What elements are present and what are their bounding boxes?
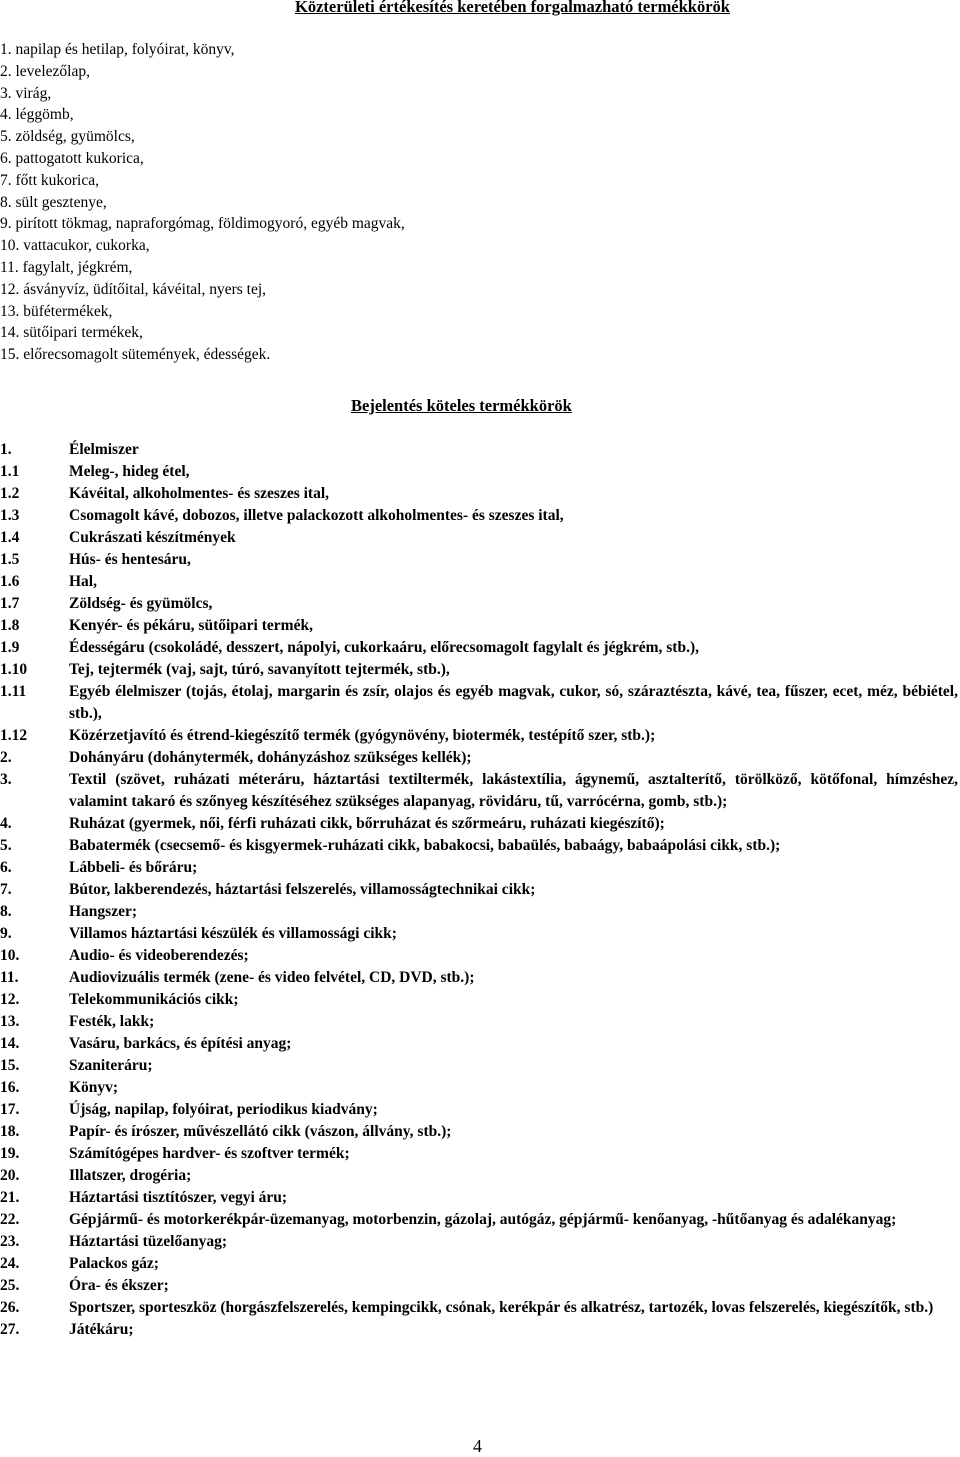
item-text: Meleg-, hideg étel, — [69, 463, 190, 480]
item-number: 16. — [0, 1079, 20, 1096]
list-item — [0, 1297, 958, 1319]
list-item — [0, 1121, 958, 1143]
list-item — [0, 681, 958, 725]
item-text: Könyv; — [69, 1079, 119, 1096]
list-item — [0, 549, 958, 571]
list-item — [0, 747, 958, 769]
list-item — [0, 1275, 958, 1297]
item-text: Kenyér- és pékáru, sütőipari termék, — [69, 617, 313, 634]
item-text: Egyéb élelmiszer (tojás, étolaj, margarin és zsír, olajos és egyéb magvak, cukor, só, száraztészta, kávé, tea, fűszer, ecet, méz, bébiétel, stb.), — [69, 683, 958, 722]
list-item — [0, 505, 958, 527]
list-item: 1. napilap és hetilap, folyóirat, könyv, — [0, 41, 235, 58]
list-item: 2. levelezőlap, — [0, 62, 90, 80]
list-item — [0, 1253, 958, 1275]
list-item: 4. léggömb, — [0, 106, 74, 124]
item-text: Bútor, lakberendezés, háztartási felszerelés, villamosságtechnikai cikk; — [69, 881, 536, 898]
section1-title: Közterületi értékesítés keretében forgalmazható termékkörök — [295, 0, 730, 16]
item-number: 7. — [0, 881, 12, 898]
item-text: Hús- és hentesáru, — [69, 551, 191, 568]
item-text: Telekommunikációs cikk; — [69, 991, 239, 1008]
item-text: Papír- és írószer, művészellátó cikk (vászon, állvány, stb.); — [69, 1123, 452, 1140]
item-number: 5. — [0, 837, 12, 854]
item-number: 4. — [0, 815, 12, 832]
list-item — [0, 637, 958, 659]
item-number: 1.7 — [0, 595, 20, 612]
list-item — [0, 923, 958, 945]
list-item: 8. sült gesztenye, — [0, 193, 107, 211]
list-item — [0, 1187, 958, 1209]
item-text: Hal, — [69, 573, 97, 590]
item-number: 27. — [0, 1321, 20, 1338]
item-text: Dohányáru (dohánytermék, dohányzáshoz szükséges kellék); — [69, 749, 472, 766]
item-number: 14. — [0, 1035, 20, 1052]
item-number: 17. — [0, 1101, 20, 1118]
item-number: 26. — [0, 1299, 20, 1316]
list-item: 5. zöldség, gyümölcs, — [0, 128, 135, 146]
item-number: 1.11 — [0, 683, 27, 700]
item-text: Tej, tejtermék (vaj, sajt, túró, savanyított tejtermék, stb.), — [69, 661, 450, 678]
list-item — [0, 461, 958, 483]
item-number: 1.6 — [0, 573, 20, 590]
item-number: 22. — [0, 1211, 20, 1228]
item-number: 9. — [0, 925, 12, 942]
list-item: 3. virág, — [0, 84, 52, 102]
list-item — [0, 769, 958, 813]
item-text: Háztartási tüzelőanyag; — [69, 1233, 227, 1250]
list-item — [0, 901, 958, 923]
list-item: 13. büfétermékek, — [0, 302, 113, 320]
item-text: Villamos háztartási készülék és villamossági cikk; — [69, 925, 397, 942]
item-number: 1.12 — [0, 727, 28, 744]
item-text: Zöldség- és gyümölcs, — [69, 595, 213, 612]
item-number: 1.9 — [0, 639, 20, 656]
list-item — [0, 857, 958, 879]
item-number: 15. — [0, 1057, 20, 1074]
page-number: 4 — [473, 1436, 482, 1456]
list-item — [0, 527, 958, 549]
item-text: Festék, lakk; — [69, 1013, 155, 1030]
item-text: Hangszer; — [69, 903, 138, 920]
notifiable-products-list — [0, 439, 958, 1341]
item-number: 3. — [0, 771, 12, 788]
list-item — [0, 989, 958, 1011]
item-text: Számítógépes hardver- és szoftver termék; — [69, 1145, 350, 1162]
item-text: Ruházat (gyermek, női, férfi ruházati cikk, bőrruházat és szőrmeáru, ruházati kiegészítő); — [69, 815, 665, 832]
list-item — [0, 879, 958, 901]
item-number: 1.4 — [0, 529, 20, 546]
item-text: Audiovizuális termék (zene- és video felvétel, CD, DVD, stb.); — [69, 969, 475, 986]
item-text: Élelmiszer — [69, 441, 139, 458]
list-item — [0, 1143, 958, 1165]
list-item — [0, 967, 958, 989]
item-number: 21. — [0, 1189, 20, 1206]
list-item — [0, 571, 958, 593]
item-text: Illatszer, drogéria; — [69, 1167, 192, 1184]
list-item — [0, 835, 958, 857]
item-text: Játékáru; — [69, 1321, 134, 1338]
item-number: 8. — [0, 903, 12, 920]
item-number: 12. — [0, 991, 20, 1008]
item-text: Cukrászati készítmények — [69, 529, 236, 546]
list-item — [0, 1077, 958, 1099]
item-text: Háztartási tisztítószer, vegyi áru; — [69, 1189, 288, 1206]
list-item — [0, 659, 958, 681]
item-number: 1.3 — [0, 507, 20, 524]
list-item — [0, 813, 958, 835]
item-number: 18. — [0, 1123, 20, 1140]
item-number: 1. — [0, 441, 12, 458]
item-text: Audio- és videoberendezés; — [69, 947, 249, 964]
item-number: 1.8 — [0, 617, 20, 634]
item-text: Textil (szövet, ruházati méteráru, háztartási textiltermék, lakástextília, ágynemű, asztalterítő, törölköző, kötőfonal, hímzéshez, valamint takaró és szőnyeg készítéséhez szükséges alapanyag, rövidáru, tű, varrócérna, gomb, stb.); — [69, 771, 958, 810]
item-text: Palackos gáz; — [69, 1255, 159, 1272]
item-text: Lábbeli- és bőráru; — [69, 859, 198, 876]
item-number: 19. — [0, 1145, 20, 1162]
list-item — [0, 1033, 958, 1055]
item-text: Újság, napilap, folyóirat, periodikus kiadvány; — [69, 1101, 378, 1118]
list-item — [0, 1055, 958, 1077]
item-number: 23. — [0, 1233, 20, 1250]
list-item — [0, 1099, 958, 1121]
street-sales-list — [0, 39, 405, 366]
list-item: 7. főtt kukorica, — [0, 171, 100, 189]
list-item — [0, 483, 958, 505]
list-item — [0, 1209, 958, 1231]
item-number: 25. — [0, 1277, 20, 1294]
list-item: 10. vattacukor, cukorka, — [0, 237, 150, 255]
list-item — [0, 615, 958, 637]
list-item: 6. pattogatott kukorica, — [0, 149, 144, 167]
list-item: 9. pirított tökmag, napraforgómag, földimogyoró, egyéb magvak, — [0, 215, 405, 233]
item-text: Sportszer, sporteszköz (horgászfelszerelés, kempingcikk, csónak, kerékpár és alkatrész, tartozék, lovas felszerelés, kiegészítők, stb.) — [69, 1299, 934, 1316]
list-item: 14. sütőipari termékek, — [0, 324, 143, 342]
list-item — [0, 725, 958, 747]
item-text: Óra- és ékszer; — [69, 1277, 169, 1294]
item-number: 1.5 — [0, 551, 20, 568]
item-number: 6. — [0, 859, 12, 876]
item-text: Vasáru, barkács, és építési anyag; — [69, 1035, 292, 1052]
item-number: 10. — [0, 947, 20, 964]
item-text: Csomagolt kávé, dobozos, illetve palackozott alkoholmentes- és szeszes ital, — [69, 507, 564, 524]
list-item — [0, 945, 958, 967]
item-number: 20. — [0, 1167, 20, 1184]
item-number: 2. — [0, 749, 12, 766]
item-number: 13. — [0, 1013, 20, 1030]
item-number: 24. — [0, 1255, 20, 1272]
list-item — [0, 593, 958, 615]
list-item: 12. ásványvíz, üdítőital, kávéital, nyers tej, — [0, 280, 267, 298]
item-number: 11. — [0, 969, 19, 986]
item-text: Közérzetjavító és étrend-kiegészítő termék (gyógynövény, biotermék, testépítő szer, stb.); — [69, 727, 656, 744]
list-item: 15. előrecsomagolt sütemények, édességek. — [0, 346, 271, 364]
item-text: Kávéital, alkoholmentes- és szeszes ital, — [69, 485, 330, 502]
list-item — [0, 1011, 958, 1033]
item-text: Édességáru (csokoládé, desszert, nápolyi, cukorkaáru, előrecsomagolt fagylalt és jégkrém, stb.), — [69, 639, 699, 656]
list-item — [0, 439, 958, 461]
list-item — [0, 1165, 958, 1187]
item-text: Gépjármű- és motorkerékpár-üzemanyag, motorbenzin, gázolaj, autógáz, gépjármű- kenőanyag, -hűtőanyag és adalékanyag; — [69, 1211, 897, 1228]
list-item — [0, 1231, 958, 1253]
item-text: Szaniteráru; — [69, 1057, 153, 1074]
item-number: 1.10 — [0, 661, 28, 678]
list-item — [0, 1319, 958, 1341]
item-text: Babatermék (csecsemő- és kisgyermek-ruházati cikk, babakocsi, babaülés, babaágy, babaápolási cikk, stb.); — [69, 837, 781, 854]
item-number: 1.2 — [0, 485, 20, 502]
section2-title: Bejelentés köteles termékkörök — [351, 396, 572, 415]
list-item: 11. fagylalt, jégkrém, — [0, 258, 133, 276]
item-number: 1.1 — [0, 463, 20, 480]
